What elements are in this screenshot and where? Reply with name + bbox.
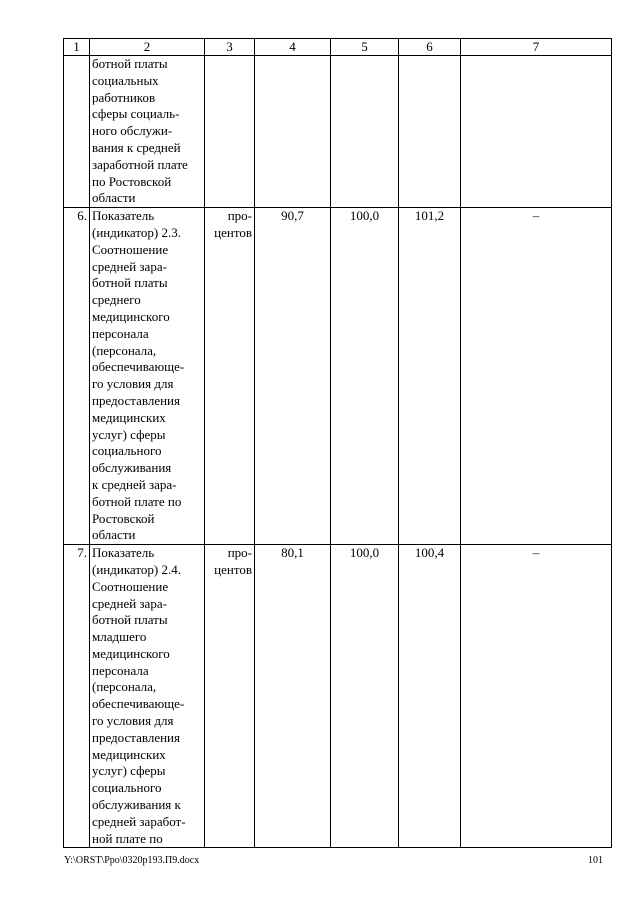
unit-line: центов	[214, 224, 252, 240]
header-cell-1: 1	[64, 39, 90, 56]
name-line: медицинских	[92, 746, 166, 762]
value-cell-4	[255, 56, 331, 208]
value-cell-5: 100,0	[331, 208, 399, 545]
name-line: средней зара-	[92, 258, 167, 274]
table-row	[64, 56, 612, 208]
header-cell-3: 3	[205, 39, 255, 56]
name-line: медицинских	[92, 409, 166, 425]
name-line: Соотношение	[92, 578, 169, 594]
name-line: обеспечивающе-	[92, 696, 185, 712]
name-line: ботной платы	[92, 612, 168, 628]
name-line: обслуживания к	[92, 797, 181, 813]
name-line: ботной платы	[92, 56, 168, 71]
name-line: персонала	[92, 662, 149, 678]
value-cell-7: –	[461, 208, 612, 545]
unit-cell	[205, 545, 255, 848]
name-line: предоставления	[92, 729, 180, 745]
name-line: средней зара-	[92, 595, 167, 611]
table-row	[64, 208, 612, 545]
name-line: обеспечивающе-	[92, 359, 185, 375]
name-line: (персонала,	[92, 679, 157, 695]
header-cell-5: 5	[331, 39, 399, 56]
indicator-name	[90, 56, 205, 208]
name-line: (индикатор) 2.3.	[92, 224, 181, 240]
name-line: ного обслужи-	[92, 123, 173, 139]
name-line: го условия для	[92, 713, 174, 729]
name-line: сферы социаль-	[92, 106, 180, 122]
value-cell-4: 90,7	[255, 208, 331, 545]
value-cell-5	[331, 56, 399, 208]
name-line: ботной плате по	[92, 493, 182, 509]
footer-file-path: Y:\ORST\Ppo\0320p193.П9.docx	[64, 855, 200, 866]
value-cell-4: 80,1	[255, 545, 331, 848]
name-line: обслуживания	[92, 460, 172, 476]
name-line: средней заработ-	[92, 813, 186, 829]
header-cell-6: 6	[399, 39, 461, 56]
name-line: предоставления	[92, 392, 180, 408]
name-line: социального	[92, 780, 162, 796]
name-line: Соотношение	[92, 241, 169, 257]
unit-line: про-	[227, 545, 252, 561]
name-line: (индикатор) 2.4.	[92, 561, 181, 577]
name-line: заработной плате	[92, 156, 188, 172]
name-line: области	[92, 527, 136, 543]
name-line: среднего	[92, 292, 141, 308]
header-cell-2: 2	[90, 39, 205, 56]
name-line: услуг) сферы	[92, 763, 166, 779]
name-line: младшего	[92, 629, 147, 645]
value-cell-6	[399, 56, 461, 208]
name-line: ботной платы	[92, 275, 168, 291]
value-cell-6: 101,2	[399, 208, 461, 545]
name-line: социального	[92, 443, 162, 459]
name-line: Показатель	[92, 208, 155, 224]
name-line: (персонала,	[92, 342, 157, 358]
header-row	[64, 39, 612, 56]
name-line: работников	[92, 89, 156, 105]
value-cell-5: 100,0	[331, 545, 399, 848]
row-number: 6.	[64, 208, 90, 545]
table-row	[64, 545, 612, 848]
row-number: 7.	[64, 545, 90, 848]
indicator-name	[90, 208, 205, 545]
name-line: ной плате по	[92, 830, 163, 846]
page-number: 101	[588, 855, 603, 866]
name-line: медицинского	[92, 645, 170, 661]
unit-line: центов	[214, 561, 252, 577]
indicator-name	[90, 545, 205, 848]
unit-cell	[205, 208, 255, 545]
name-line: к средней зара-	[92, 476, 177, 492]
name-line: услуг) сферы	[92, 426, 166, 442]
name-line: Показатель	[92, 545, 155, 561]
row-number	[64, 56, 90, 208]
value-cell-7: –	[461, 545, 612, 848]
name-line: области	[92, 190, 136, 206]
name-line: медицинского	[92, 308, 170, 324]
name-line: по Ростовской	[92, 173, 172, 189]
name-line: вания к средней	[92, 139, 181, 155]
header-cell-4: 4	[255, 39, 331, 56]
name-line: го условия для	[92, 376, 174, 392]
value-cell-7	[461, 56, 612, 208]
data-table	[63, 38, 612, 848]
unit-cell	[205, 56, 255, 208]
name-line: социальных	[92, 72, 159, 88]
name-line: Ростовской	[92, 510, 155, 526]
header-cell-7: 7	[461, 39, 612, 56]
unit-line: про-	[227, 208, 252, 224]
name-line: персонала	[92, 325, 149, 341]
value-cell-6: 100,4	[399, 545, 461, 848]
